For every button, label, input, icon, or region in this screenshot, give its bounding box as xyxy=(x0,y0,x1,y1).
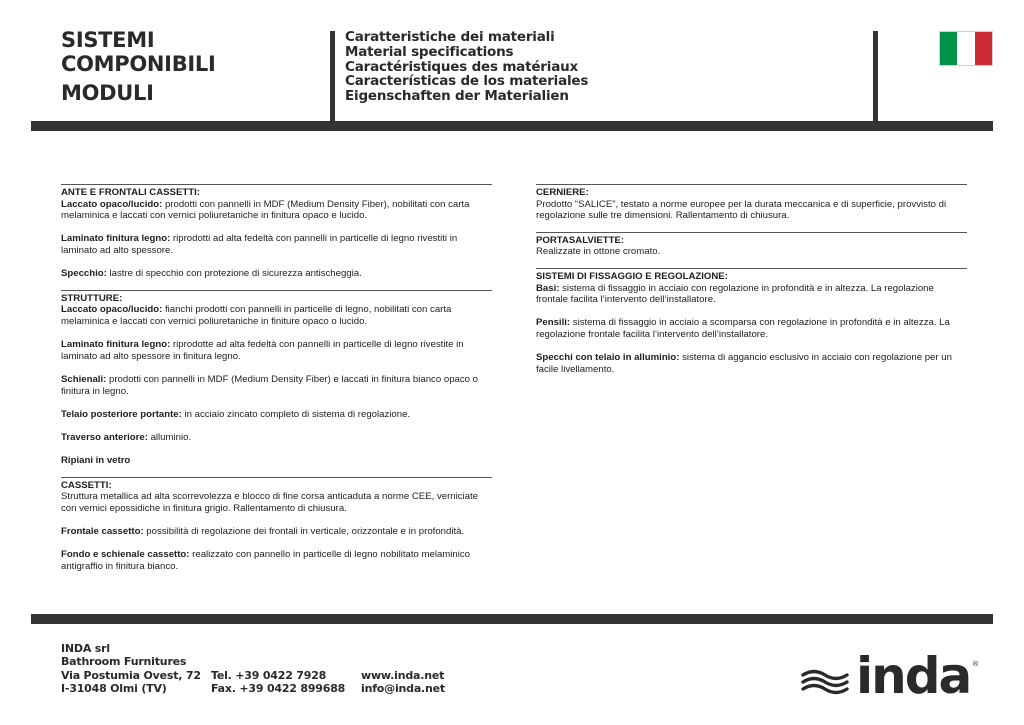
header-divider-left xyxy=(330,31,335,121)
section-cassetti xyxy=(61,477,492,583)
company-street: Via Postumia Ovest, 72 xyxy=(61,668,201,682)
section-cerniere xyxy=(536,184,967,232)
section-heading: PORTASALVIETTE: xyxy=(536,234,625,246)
company-name: INDA srl xyxy=(61,642,110,655)
title-line-2: COMPONIBILI xyxy=(61,52,216,76)
registered-mark: ® xyxy=(972,660,979,668)
contact-phones xyxy=(211,669,345,696)
paragraph-label: Ripiani in vetro xyxy=(61,455,131,467)
paragraph-label: Laminato finitura legno: xyxy=(61,233,171,245)
paragraph xyxy=(61,526,492,538)
paragraph-text: Prodotto “SALICE”, testato a norme europee per la durata meccanica e di superficie, provvisto di regolazione sulle tre dimensioni. Rallentamento di chiusura. xyxy=(536,198,947,222)
company-tagline: Bathroom Furnitures xyxy=(61,655,187,669)
paragraph xyxy=(61,233,492,256)
section-fissaggio xyxy=(536,268,967,385)
paragraph-label: Specchio: xyxy=(61,268,107,280)
italy-flag-icon xyxy=(939,31,993,66)
paragraph xyxy=(536,317,967,340)
phone-number: Tel. +39 0422 7928 xyxy=(211,668,327,682)
paragraph xyxy=(61,304,492,327)
paragraph xyxy=(61,374,492,397)
logo-wordmark: inda xyxy=(856,648,971,696)
paragraph xyxy=(61,339,492,362)
section-portasalviette xyxy=(536,232,967,268)
paragraph xyxy=(61,432,492,444)
company-address xyxy=(61,642,201,696)
section-heading: SISTEMI DI FISSAGGIO E REGOLAZIONE: xyxy=(536,270,728,282)
paragraph xyxy=(61,549,492,572)
paragraph xyxy=(61,199,492,222)
paragraph-label: Basi: xyxy=(536,282,560,294)
paragraph-text: possibilità di regolazione dei frontali in verticale, orizzontale e in profondità. xyxy=(143,526,465,538)
spec-title-it: Caratteristiche dei materiali xyxy=(345,29,555,45)
paragraph-label: Telaio posteriore portante: xyxy=(61,408,182,420)
title-line-3: MODULI xyxy=(61,81,154,105)
paragraph-text: sistema di fissaggio in acciaio a scomparsa con regolazione in profondità e in altezza. La regolazione frontale facilita l’intervento dell’installatore. xyxy=(536,317,950,340)
spec-title-es: Características de los materiales xyxy=(345,73,589,90)
paragraph-text: lastre di specchio con protezione di sicurezza antischeggia. xyxy=(106,268,362,280)
spec-titles xyxy=(345,30,745,104)
section-ante xyxy=(61,184,492,290)
website-link[interactable]: www.inda.net xyxy=(361,668,445,682)
footer-bar xyxy=(31,614,993,624)
paragraph-text: fianchi prodotti con pannelli in particelle di legno, nobilitati con carta melaminica e laccati con vernici poliuretaniche in finiture opaco o lucido. xyxy=(61,304,452,327)
title-line-1: SISTEMI xyxy=(61,28,155,52)
flag-band-green xyxy=(940,32,957,65)
page-title xyxy=(61,28,321,105)
paragraph-text: sistema di aggancio esclusivo in acciaio con regolazione per un facile livellamento. xyxy=(536,352,952,375)
contact-web xyxy=(361,669,445,696)
inda-logo xyxy=(800,648,980,696)
paragraph-label: Pensili: xyxy=(536,317,571,329)
header-divider-right xyxy=(873,31,878,121)
paragraph-label: Laminato finitura legno: xyxy=(61,339,171,351)
paragraph xyxy=(536,199,967,222)
paragraph-text: sistema di fissaggio in acciaio con regolazione in profondità e in altezza. La regolazione frontale facilita l’intervento dell’installatore. xyxy=(536,282,934,306)
left-column xyxy=(61,184,492,582)
paragraph-label: Laccato opaco/lucido: xyxy=(61,198,163,210)
paragraph xyxy=(61,409,492,421)
paragraph xyxy=(536,283,967,306)
paragraph xyxy=(61,491,492,514)
paragraph-label: Fondo e schienale cassetto: xyxy=(61,549,190,561)
spec-title-en: Material specifications xyxy=(345,43,514,60)
fax-number: Fax. +39 0422 899688 xyxy=(211,682,346,696)
paragraph-text: riprodotte ad alta fedeltà con pannelli in particelle di legno rivestite in laminato ad alto spessore in finitura legno. xyxy=(61,339,464,362)
company-city: I-31048 Olmi (TV) xyxy=(61,682,167,696)
section-heading: CASSETTI: xyxy=(61,479,112,491)
header-bar xyxy=(31,121,993,131)
paragraph-text: in acciaio zincato completo di sistema di regolazione. xyxy=(181,408,411,420)
spec-title-fr: Caractéristiques des matériaux xyxy=(345,58,579,75)
paragraph-text: Struttura metallica ad alta scorrevolezza e blocco di fine corsa anticaduta a norme CEE, verniciate con vernici epossidiche in finitura grigio. Rallentamento di chiusura. xyxy=(61,491,479,514)
paragraph xyxy=(61,455,492,467)
paragraph-text: alluminio. xyxy=(147,431,192,443)
paragraph-text: prodotti con pannelli in MDF (Medium Density Fiber), nobilitati con carta melaminica e laccati con vernici poliuretaniche in finitura opaco e lucido. xyxy=(61,198,470,222)
section-heading: STRUTTURE: xyxy=(61,292,123,304)
paragraph-text: realizzato con pannello in particelle di legno nobilitato melaminico antigraffio in finitura bianco. xyxy=(61,549,471,572)
paragraph xyxy=(536,246,967,258)
paragraph-label: Schienali: xyxy=(61,373,107,385)
paragraph-label: Specchi con telaio in alluminio: xyxy=(536,352,680,364)
paragraph xyxy=(61,268,492,280)
waves-icon xyxy=(803,672,847,693)
flag-band-red xyxy=(975,32,992,65)
section-heading: ANTE E FRONTALI CASSETTI: xyxy=(61,187,200,198)
right-column xyxy=(536,184,967,385)
paragraph-label: Traverso anteriore: xyxy=(61,431,148,443)
paragraph-label: Laccato opaco/lucido: xyxy=(61,304,163,316)
section-strutture xyxy=(61,290,492,477)
paragraph xyxy=(536,352,967,375)
paragraph-text: riprodotti ad alta fedeltà con pannelli in particelle di legno rivestiti in laminato ad alto spessore. xyxy=(61,233,458,256)
paragraph-text: prodotti con pannelli in MDF (Medium Density Fiber) e laccati in finitura bianco opaco o finitura in legno. xyxy=(61,373,478,397)
email-link[interactable]: info@inda.net xyxy=(361,682,445,696)
flag-band-white xyxy=(957,32,974,65)
paragraph-label: Frontale cassetto: xyxy=(61,526,144,538)
section-heading: CERNIERE: xyxy=(536,187,589,198)
paragraph-text: Realizzate in ottone cromato. xyxy=(536,246,661,258)
spec-title-de: Eigenschaften der Materialien xyxy=(345,88,569,105)
